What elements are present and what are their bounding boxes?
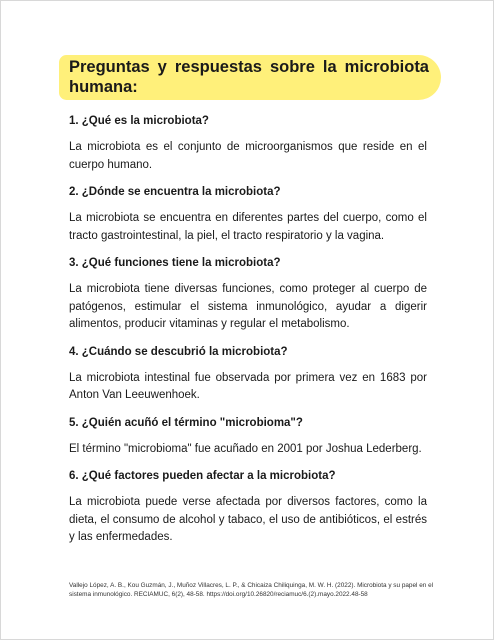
question-3: 3. ¿Qué funciones tiene la microbiota? xyxy=(69,257,281,269)
question-2: 2. ¿Dónde se encuentra la microbiota? xyxy=(69,186,281,198)
answer-5: El término "microbioma" fue acuñado en 2001 por Joshua Lederberg. xyxy=(69,442,422,455)
question-6: 6. ¿Qué factores pueden afectar a la microbiota? xyxy=(69,470,336,482)
citation-footer: Vallejo López, A. B., Kou Guzmán, J., Muñoz Villacres, L. P., & Chicaiza Chiliquinga, M. W. H. (2022). Microbiota y su papel en el sistema inmunológico. RECIAMUC, 6(2), 48-58. https://doi.org/10.26820/reciamuc/6.(2).mayo.2022.48-58 xyxy=(69,582,434,598)
answer-4: La microbiota intestinal fue observada por primera vez en 1683 por Anton Van Leeuwenhoek. xyxy=(69,371,427,401)
answer-3: La microbiota tiene diversas funciones, como proteger al cuerpo de patógenos, estimular el sistema inmunológico, ayudar a digerir alimentos, producir vitaminas y regular el metabolismo. xyxy=(69,283,427,330)
answer-2: La microbiota se encuentra en diferentes partes del cuerpo, como el tracto gastrointestinal, la piel, el tracto respiratorio y la vagina. xyxy=(69,212,427,242)
question-5: 5. ¿Quién acuñó el término "microbioma"? xyxy=(69,416,303,429)
qa-content xyxy=(69,111,427,547)
answer-1: La microbiota es el conjunto de microorganismos que reside en el cuerpo humano. xyxy=(69,141,427,171)
page-title: Preguntas y respuestas sobre la microbiota humana: xyxy=(69,58,429,96)
answer-6: La microbiota puede verse afectada por diversos factores, como la dieta, el consumo de alcohol y tabaco, el uso de antibióticos, el estrés y las enfermedades. xyxy=(69,496,427,543)
question-4: 4. ¿Cuándo se descubrió la microbiota? xyxy=(69,345,288,358)
question-1: 1. ¿Qué es la microbiota? xyxy=(69,115,209,127)
